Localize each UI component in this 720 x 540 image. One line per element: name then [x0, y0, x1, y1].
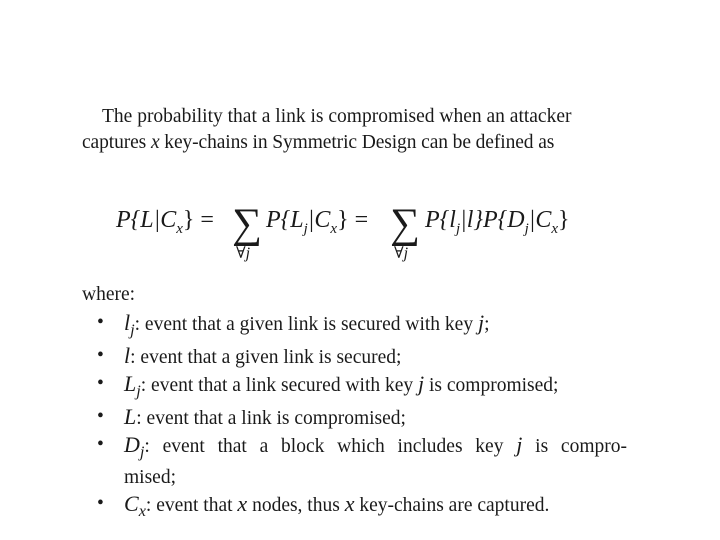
bullet: •: [97, 312, 104, 333]
bullet: •: [97, 433, 104, 455]
equation-rhs: $P\{l_j|l\}P\{D_j|C_x\}$: [425, 207, 570, 237]
bullet: •: [97, 492, 104, 514]
where-label: where:: [82, 284, 136, 305]
definition-list: [97, 310, 627, 524]
sum-index: ∀j: [236, 245, 251, 262]
bullet: •: [97, 372, 104, 394]
sum-symbol: ∑: [232, 201, 262, 247]
intro-text: captures: [82, 132, 151, 153]
list-item: • L: event that a link is compromised;: [97, 404, 406, 430]
list-item: • l: event that a given link is secured;: [97, 343, 402, 369]
equation-lhs: $P\{L|C_x\}$ =: [116, 207, 214, 237]
sum-index: ∀j: [394, 245, 409, 262]
sum-symbol: ∑: [390, 201, 420, 247]
bullet: •: [97, 345, 104, 367]
equation-middle: $P\{L_j|C_x\}$ =: [266, 207, 369, 237]
list-item: • $D_j$: event that a block which includes key j is compro- mised;: [97, 431, 627, 489]
list-item: • $C_x$: event that x nodes, thus x key-chains are captured.: [97, 490, 550, 520]
intro-text: key-chains in Symmetric Design can be defined as: [159, 132, 555, 153]
intro-line-1: The probability that a link is compromised when an attacker: [102, 106, 572, 127]
list-item: • $l_j$: event that a given link is secured with key j;: [97, 310, 490, 339]
bullet: •: [97, 406, 104, 428]
variable-x: x: [150, 132, 160, 153]
list-item: • $L_j$: event that a link secured with key j is compromised;: [97, 370, 559, 400]
